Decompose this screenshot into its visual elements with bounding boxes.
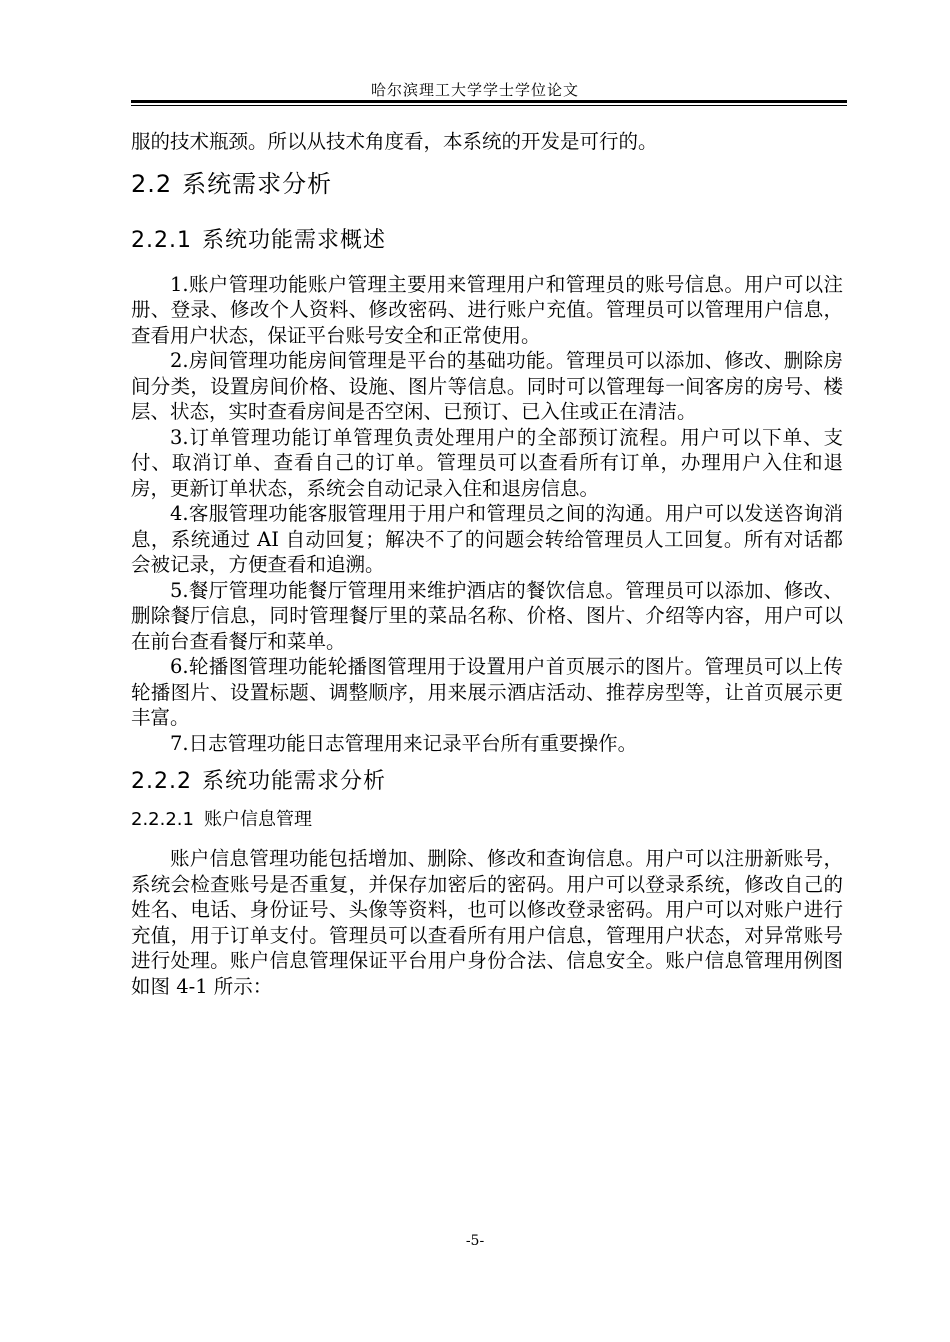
heading-number: 2.2.1 (131, 227, 192, 253)
heading-title: 系统功能需求概述 (201, 227, 386, 253)
heading-title: 系统功能需求分析 (201, 769, 386, 794)
heading-2-2 (131, 169, 843, 199)
feature-account: 1.账户管理功能账户管理主要用来管理用户和管理员的账号信息。用户可以注册、登录、修改个人资料、修改密码、进行账户充值。管理员可以管理用户信息，查看用户状态，保证平台账号安全和正常使用。 (131, 272, 843, 347)
heading-title: 账户信息管理 (203, 809, 312, 830)
header-rule-thin (131, 105, 847, 106)
intro-line: 服的技术瓶颈。所以从技术角度看，本系统的开发是可行的。 (131, 130, 658, 153)
heading-2-2-1 (131, 227, 843, 255)
page-number: -5- (465, 1233, 485, 1249)
heading-number: 2.2 (131, 169, 173, 198)
feature-room: 2.房间管理功能房间管理是平台的基础功能。管理员可以添加、修改、删除房间分类，设置房间价格、设施、图片等信息。同时可以管理每一间客房的房号、楼层、状态，实时查看房间是否空闲、已预订、已入住或正在清洁。 (131, 349, 843, 423)
heading-2-2-2-1 (131, 808, 843, 832)
heading-number: 2.2.2.1 (131, 809, 194, 830)
account-paragraph: 账户信息管理功能包括增加、删除、修改和查询信息。用户可以注册新账号，系统会检查账号是否重复，并保存加密后的密码。用户可以登录系统，修改自己的姓名、电话、身份证号、头像等资料，也可以修改登录密码。用户可以对账户进行充值，用于订单支付。管理员可以查看所有用户信息，管理用户状态，对异常账号进行处理。账户信息管理保证平台用户身份合法、信息安全。账户信息管理用例图如图 4-1 所示： (131, 847, 843, 998)
heading-number: 2.2.2 (131, 769, 192, 794)
page-body (131, 129, 843, 999)
heading-2-2-2 (131, 768, 843, 796)
feature-restaurant: 5.餐厅管理功能餐厅管理用来维护酒店的餐饮信息。管理员可以添加、修改、删除餐厅信息，同时管理餐厅里的菜品名称、价格、图片、介绍等内容，用户可以在前台查看餐厅和菜单。 (131, 578, 843, 653)
heading-title: 系统需求分析 (182, 169, 333, 198)
feature-order: 3.订单管理功能订单管理负责处理用户的全部预订流程。用户可以下单、支付、取消订单、查看自己的订单。管理员可以查看所有订单，办理用户入住和退房，更新订单状态，系统会自动记录入住和退房信息。 (131, 425, 843, 500)
running-header: 哈尔滨理工大学学士学位论文 (370, 81, 579, 99)
feature-carousel: 6.轮播图管理功能轮播图管理用于设置用户首页展示的图片。管理员可以上传轮播图片、设置标题、调整顺序，用来展示酒店活动、推荐房型等，让首页展示更丰富。 (131, 655, 843, 729)
feature-service: 4.客服管理功能客服管理用于用户和管理员之间的沟通。用户可以发送咨询消息，系统通过 AI 自动回复；解决不了的问题会转给管理员人工回复。所有对话都会被记录，方便查看和追溯。 (131, 502, 843, 576)
feature-log: 7.日志管理功能日志管理用来记录平台所有重要操作。 (170, 731, 638, 755)
header-rule-thick (131, 100, 847, 103)
